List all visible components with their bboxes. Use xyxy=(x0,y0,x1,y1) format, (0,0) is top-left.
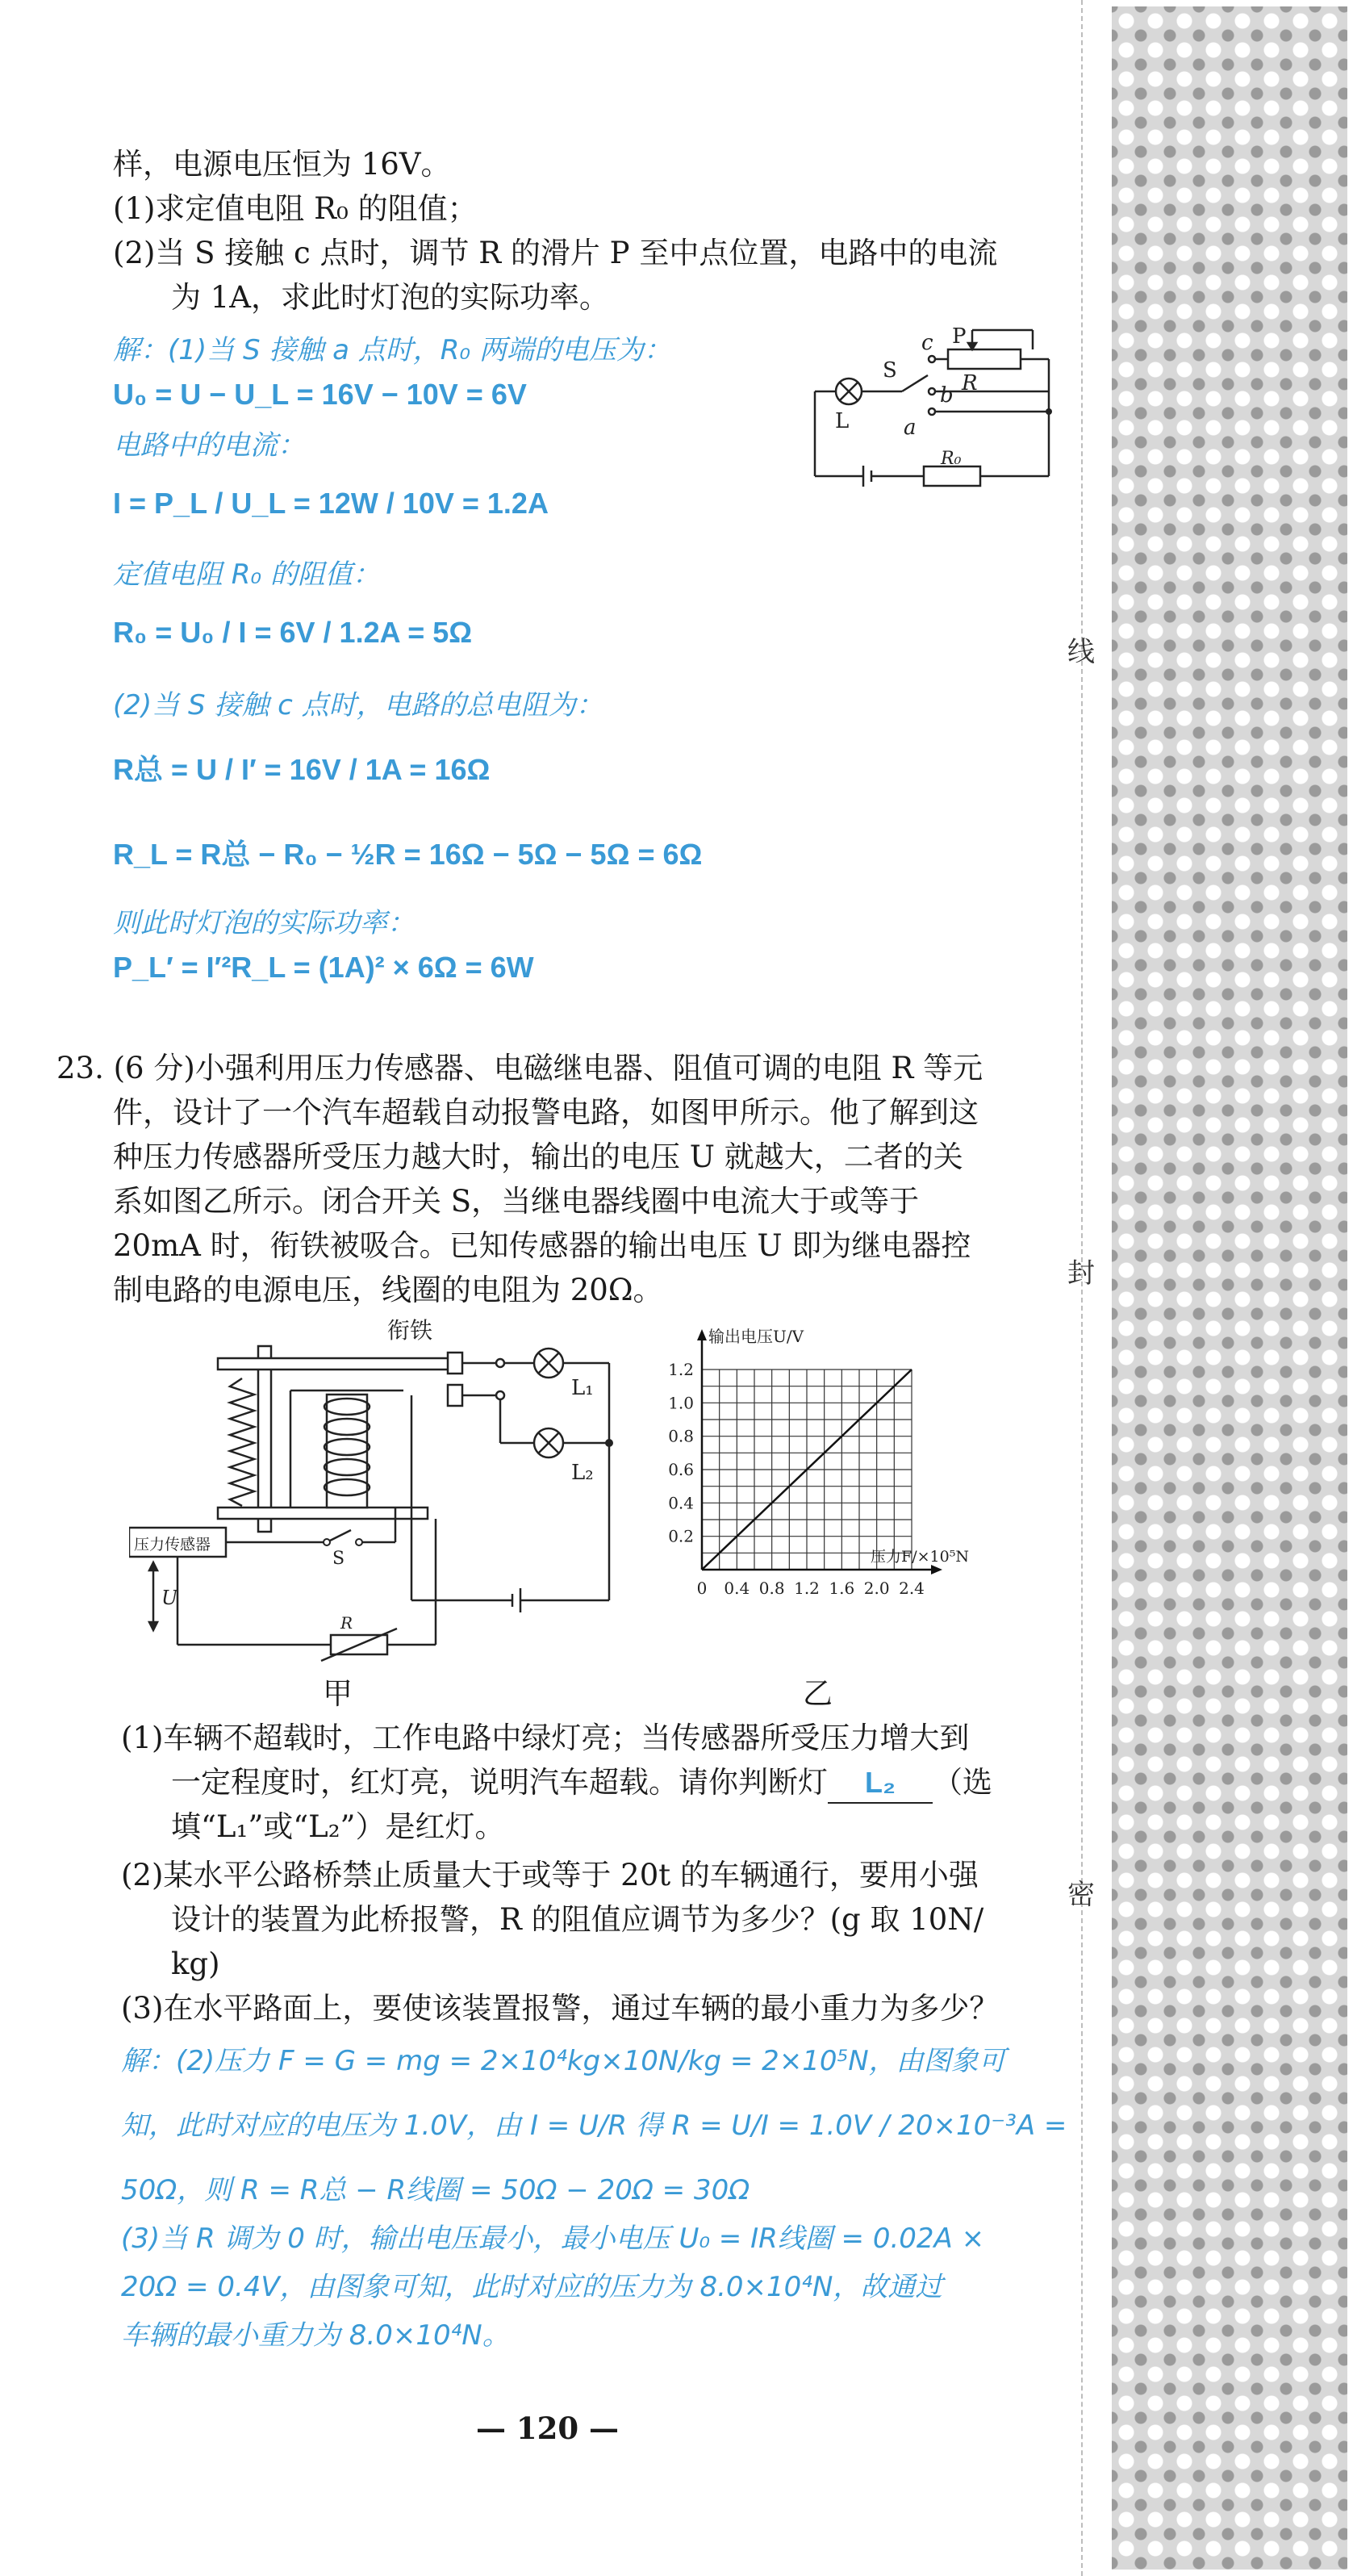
svg-text:S: S xyxy=(332,1549,345,1569)
x-tick-label: 1.2 xyxy=(794,1579,820,1598)
y-axis-arrow xyxy=(697,1329,707,1340)
q23-solution-line-6: 车辆的最小重力为 8.0×10⁴N。 xyxy=(121,2319,510,2352)
q23-solution-line-2: 知，此时对应的电压为 1.0V，由 I = U/R 得 R = U/I = 1.0V / 20×10⁻³A = xyxy=(121,2110,1067,2142)
y-tick-label: 1.0 xyxy=(668,1393,694,1413)
svg-text:衔铁: 衔铁 xyxy=(387,1317,433,1344)
pressure-voltage-chart xyxy=(654,1324,1025,1598)
svg-text:L₁: L₁ xyxy=(571,1376,594,1400)
solution-line-5: 定值电阻 R₀ 的阻值： xyxy=(113,558,380,591)
intro-text: 样，电源电压恒为 16V。 xyxy=(113,147,451,182)
x-tick-label: 0 xyxy=(696,1579,708,1598)
seal-char-mi: 密 xyxy=(1067,1879,1095,1911)
svg-text:R: R xyxy=(962,371,978,395)
q23-line-5: 20mA 时，衔铁被吸合。已知传感器的输出电压 U 即为继电器控 xyxy=(113,1228,971,1263)
sub-question-2-b: 设计的装置为此桥报警，R 的阻值应调节为多少？(g 取 10N/ xyxy=(171,1902,984,1937)
seal-char-xian: 线 xyxy=(1067,636,1095,668)
circuit-diagram-1 xyxy=(807,319,1073,492)
solution-line-10: 则此时灯泡的实际功率： xyxy=(113,907,415,939)
svg-text:b: b xyxy=(940,383,954,408)
solution-line-7: (2)当 S 接触 c 点时，电路的总电阻为： xyxy=(113,689,603,721)
y-tick-label: 0.6 xyxy=(668,1460,694,1479)
y-tick-label: 0.4 xyxy=(668,1493,694,1513)
q23-line-1: 23. (6 分)小强利用压力传感器、电磁继电器、阻值可调的电阻 R 等元 xyxy=(56,1051,983,1085)
solution-line-6: R₀ = U₀ / I = 6V / 1.2A = 5Ω xyxy=(113,616,473,649)
x-axis-label: 压力F/×10⁵N xyxy=(871,1548,969,1566)
q23-solution-line-4: (3)当 R 调为 0 时，输出电压最小，最小电压 U₀ = IR线圈 = 0.02A × xyxy=(121,2223,985,2255)
sub-question-2-c: kg) xyxy=(171,1947,220,1981)
q23-line-2: 件，设计了一个汽车超载自动报警电路，如图甲所示。他了解到这 xyxy=(113,1095,979,1130)
x-tick-label: 0.4 xyxy=(724,1579,750,1598)
svg-text:c: c xyxy=(921,331,933,355)
solution-line-8: R总 = U / I′ = 16V / 1A = 16Ω xyxy=(113,753,491,786)
sub-question-2-a: (2)某水平公路桥禁止质量大于或等于 20t 的车辆通行，要用小强 xyxy=(121,1858,979,1892)
r0-resistor xyxy=(924,466,980,486)
y-tick-label: 0.2 xyxy=(668,1526,694,1546)
q23-line-6: 制电路的电源电压，线圈的电阻为 20Ω。 xyxy=(113,1273,663,1307)
relay-circuit-diagram xyxy=(129,1314,645,1669)
solution-line-1: 解：(1)当 S 接触 a 点时，R₀ 两端的电压为： xyxy=(113,334,671,366)
x-axis-arrow xyxy=(931,1565,942,1574)
solution-line-3: 电路中的电流： xyxy=(113,429,305,462)
x-tick-label: 2.4 xyxy=(899,1579,925,1598)
y-axis-label: 输出电压U/V xyxy=(708,1327,804,1346)
question-1: (1)求定值电阻 R₀ 的阻值； xyxy=(113,191,478,226)
svg-text:R₀: R₀ xyxy=(941,449,962,469)
page-number: — 120 — xyxy=(476,2411,619,2446)
svg-text:L₂: L₂ xyxy=(571,1461,594,1485)
question-2-line-a: (2)当 S 接触 c 点时，调节 R 的滑片 P 至中点位置，电路中的电流 xyxy=(113,236,998,270)
solution-line-2: U₀ = U − U_L = 16V − 10V = 6V xyxy=(113,378,527,411)
svg-text:S: S xyxy=(883,358,897,383)
fig-jia-caption: 甲 xyxy=(323,1676,353,1711)
svg-text:L: L xyxy=(835,409,850,433)
q23-line-4: 系如图乙所示。闭合开关 S，当继电器线圈中电流大于或等于 xyxy=(113,1184,920,1219)
x-tick-label: 1.6 xyxy=(829,1579,855,1598)
question-2-line-b: 为 1A，求此时灯泡的实际功率。 xyxy=(171,280,610,315)
svg-text:P: P xyxy=(952,324,967,349)
x-tick-label: 0.8 xyxy=(758,1579,785,1598)
answer-blank-l2: L₂ xyxy=(828,1763,933,1804)
sub-question-1-c: 填“L₁”或“L₂”）是红灯。 xyxy=(171,1809,505,1844)
decorative-pattern-strip xyxy=(1112,6,1347,2570)
q23-solution-line-3: 50Ω，则 R = R总 − R线圈 = 50Ω − 20Ω = 30Ω xyxy=(121,2174,750,2206)
solution-line-9: R_L = R总 − R₀ − ½R = 16Ω − 5Ω − 5Ω = 6Ω xyxy=(113,838,703,871)
solution-line-4: I = P_L / U_L = 12W / 10V = 1.2A xyxy=(113,487,549,520)
seal-char-feng: 封 xyxy=(1067,1257,1095,1290)
sub-question-1-a: (1)车辆不超载时，工作电路中绿灯亮；当传感器所受压力增大到 xyxy=(121,1721,970,1755)
q23-line-3: 种压力传感器所受压力越大时，输出的电压 U 就越大，二者的关 xyxy=(113,1140,963,1174)
y-tick-label: 0.8 xyxy=(668,1426,694,1446)
q23-solution-line-5: 20Ω = 0.4V，由图象可知，此时对应的压力为 8.0×10⁴N，故通过 xyxy=(121,2271,943,2303)
y-tick-label: 1.2 xyxy=(668,1360,694,1379)
svg-text:U: U xyxy=(161,1587,178,1609)
x-tick-label: 2.0 xyxy=(863,1579,890,1598)
svg-text:压力传感器: 压力传感器 xyxy=(134,1536,211,1554)
sub-question-3: (3)在水平路面上，要使该装置报警，通过车辆的最小重力为多少？ xyxy=(121,1991,1000,2026)
sub-question-1-b: 一定程度时，红灯亮，说明汽车超载。请你判断灯 L₂ （选 xyxy=(171,1763,992,1804)
q23-solution-line-1: 解：(2)压力 F = G = mg = 2×10⁴kg×10N/kg = 2×10⁵N，由图象可 xyxy=(121,2045,1006,2077)
solution-line-11: P_L′ = I′²R_L = (1A)² × 6Ω = 6W xyxy=(113,951,534,984)
svg-text:a: a xyxy=(904,416,917,440)
fig-yi-caption: 乙 xyxy=(803,1676,833,1711)
slide-resistor xyxy=(948,349,1021,369)
svg-text:R: R xyxy=(340,1613,353,1633)
